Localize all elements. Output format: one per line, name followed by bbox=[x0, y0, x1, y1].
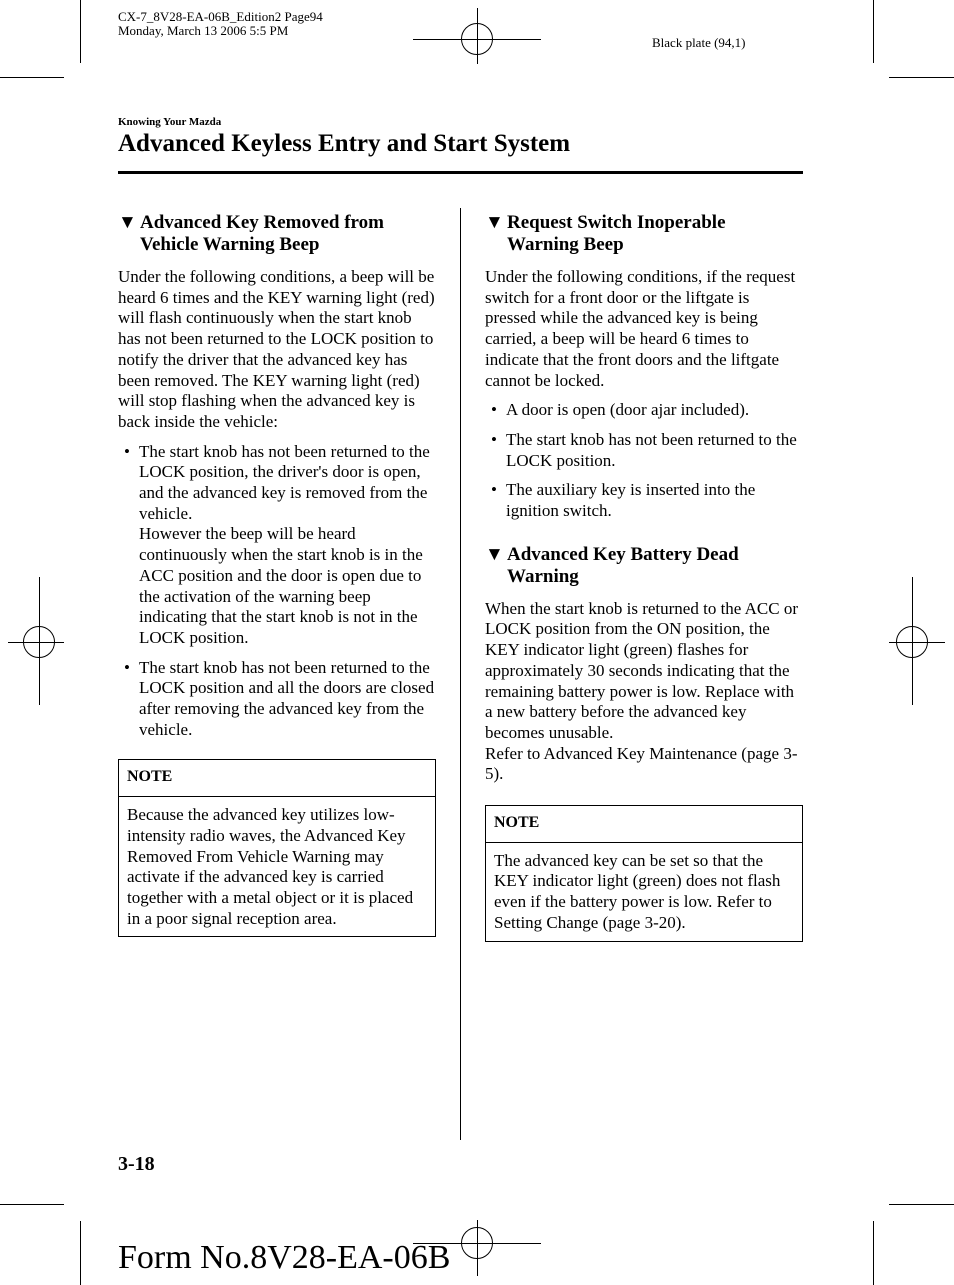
crop-mark bbox=[889, 77, 954, 78]
triangle-marker-icon: ▼ bbox=[118, 212, 137, 233]
condition-list bbox=[485, 400, 803, 522]
intro-paragraph: Under the following conditions, a beep will be heard 6 times and the KEY warning light (red) will flash continuously when the start knob has not been returned to the LOCK position to notify the driver that the advanced key has been removed. The KEY warning light (red) will stop flashing when the advanced key is back inside the vehicle: bbox=[118, 267, 435, 431]
crop-mark bbox=[873, 1221, 874, 1285]
heading-line: Warning Beep bbox=[507, 234, 624, 255]
bullet-text: A door is open (door ajar included). bbox=[506, 400, 750, 420]
column-divider bbox=[460, 208, 461, 1140]
triangle-marker-icon: ▼ bbox=[485, 212, 504, 233]
bullet-text: The start knob has not been returned to the LOCK position, the driver's door is open, and the advanced key is removed from the vehicle. bbox=[139, 441, 430, 523]
bullet-icon: • bbox=[491, 400, 497, 420]
bullet-icon: • bbox=[491, 429, 497, 449]
crop-mark bbox=[889, 1204, 954, 1205]
print-plate: Black plate (94,1) bbox=[652, 35, 746, 50]
bullet-text: The auxiliary key is inserted into the ignition switch. bbox=[506, 480, 756, 521]
page-number: 3-18 bbox=[118, 1153, 155, 1175]
crop-mark bbox=[0, 77, 64, 78]
heading-key-removed bbox=[118, 212, 436, 256]
note-body: The advanced key can be set so that the KEY indicator light (green) does not flash even if the battery power is low. Refer to Setting Change (page 3-20). bbox=[494, 850, 781, 932]
battery-paragraph: When the start knob is returned to the ACC or LOCK position from the ON position, the KEY indicator light (green) flashes for approximately 30 seconds indicating that the remaining battery power is low. Replace with a new battery before the advanced key becomes unusable. Refer to Advanced Key Maintenance (page 3-5). bbox=[485, 598, 799, 784]
note-body: Because the advanced key utilizes low-intensity radio waves, the Advanced Key Removed From Vehicle Warning may activate if the advanced key is carried together with a metal object or it is placed in a poor signal reception area. bbox=[127, 805, 414, 928]
crop-mark bbox=[80, 1221, 81, 1285]
bullet-text: The start knob has not been returned to the LOCK position. bbox=[506, 429, 797, 470]
heading-request-switch bbox=[485, 212, 803, 256]
form-number: Form No.8V28-EA-06B bbox=[118, 1239, 451, 1276]
condition-list bbox=[118, 442, 436, 741]
list-item bbox=[485, 430, 803, 471]
bullet-icon: • bbox=[491, 480, 497, 500]
crop-mark bbox=[873, 0, 874, 63]
right-column bbox=[485, 212, 803, 942]
section-label: Knowing Your Mazda bbox=[118, 116, 222, 128]
intro-paragraph: Under the following conditions, if the request switch for a front door or the liftgate is pressed while the advanced key is being carried, a beep will be heard 6 times to indicate that the front doors and the liftgate cannot be locked. bbox=[485, 267, 796, 390]
note-box bbox=[485, 805, 803, 942]
crop-mark bbox=[0, 1204, 64, 1205]
crop-mark bbox=[80, 0, 81, 63]
heading-line: Advanced Key Battery Dead bbox=[507, 543, 739, 565]
list-item bbox=[118, 442, 436, 649]
triangle-marker-icon: ▼ bbox=[485, 543, 504, 565]
heading-battery-dead bbox=[485, 544, 803, 588]
title-rule bbox=[118, 171, 803, 174]
bullet-text: However the beep will be heard continuously when the start knob is in the ACC position and the door is open due to the activation of the warning beep indicating that the start knob is not in the LOCK position. bbox=[139, 524, 423, 647]
list-item bbox=[118, 658, 436, 741]
heading-line: Advanced Key Removed from bbox=[140, 212, 384, 233]
page-title: Advanced Keyless Entry and Start System bbox=[118, 130, 571, 157]
bullet-icon: • bbox=[124, 441, 130, 461]
note-box bbox=[118, 759, 436, 937]
note-title: NOTE bbox=[486, 806, 802, 843]
list-item bbox=[485, 400, 803, 421]
bullet-text: The start knob has not been returned to the LOCK position and all the doors are closed after removing the advanced key from the vehicle. bbox=[139, 657, 435, 739]
bullet-icon: • bbox=[124, 657, 130, 677]
list-item bbox=[485, 480, 803, 521]
print-date-line: Monday, March 13 2006 5:5 PM bbox=[118, 23, 289, 38]
heading-line: Vehicle Warning Beep bbox=[140, 234, 320, 255]
note-title: NOTE bbox=[119, 760, 435, 797]
left-column bbox=[118, 212, 436, 937]
refer-text: Refer to Advanced Key Maintenance (page 3-5). bbox=[485, 743, 798, 784]
heading-line: Request Switch Inoperable bbox=[507, 212, 726, 233]
print-file-line: CX-7_8V28-EA-06B_Edition2 Page94 bbox=[118, 9, 323, 24]
heading-line: Warning bbox=[507, 565, 579, 587]
